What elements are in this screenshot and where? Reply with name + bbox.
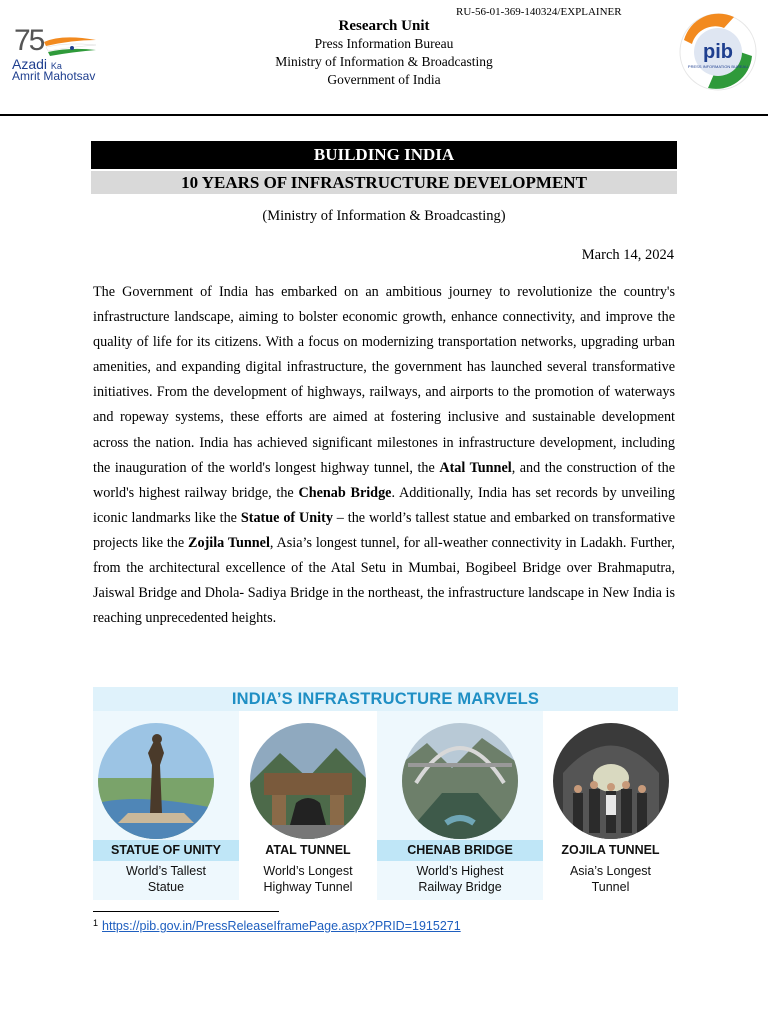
card-desc-statue-of-unity-2: Statue [147,880,185,894]
body-text-3: . Additionally, India has set records by unveiling iconic landmarks like the [93,484,675,526]
research-unit-title: Research Unit [338,18,430,34]
card-desc-atal-tunnel-2: Highway Tunnel [263,880,353,894]
card-label-atal-tunnel: ATAL TUNNEL [239,840,377,861]
azadi-ka-amrit-mahotsav-logo [12,24,122,88]
footnote-link[interactable]: https://pib.gov.in/PressReleaseIframePage.aspx?PRID=1915271 [102,919,461,933]
body-text-2: , and the construction of the world's highest railway bridge, the [93,459,675,501]
card-zojila-tunnel [543,711,678,900]
zojila-tunnel-photo [553,723,669,839]
infographic-title: INDIA’S INFRASTRUCTURE MARVELS [93,687,678,711]
footnote [93,918,461,933]
header-center-block [200,17,568,89]
bold-statue-of-unity: Statue of Unity [240,509,333,526]
card-label-zojila-tunnel: ZOJILA TUNNEL [543,840,678,861]
card-statue-of-unity [93,711,239,900]
infrastructure-marvels-infographic [93,687,678,900]
card-desc-chenab-bridge-1: World’s Highest [416,864,504,878]
card-atal-tunnel [239,711,377,900]
card-chenab-bridge [377,711,543,900]
logo-number: 75 [14,24,44,57]
footnote-mark: 1 [93,918,99,928]
title-infrastructure-development: 10 YEARS OF INFRASTRUCTURE DEVELOPMENT [91,171,677,194]
header-line-3: Government of India [327,72,441,87]
logo-text-ka: Ka [50,61,62,71]
body-text-5: , Asia’s longest tunnel, for all-weather connectivity in Ladakh. Further, from the architectural excellence of the Atal Setu in Mumbai, Bogibeel Bridge over Brahmaputra, Jaiswal Bridge and Dhola- Sadiya Bridge in the northeast, the infrastructure landscape in New India is reaching unprecedented heights. [93,534,675,627]
bold-zojila-tunnel: Zojila Tunnel [188,534,270,551]
card-desc-zojila-tunnel-2: Tunnel [591,880,630,894]
chenab-bridge-photo [402,723,518,839]
card-desc-statue-of-unity-1: World’s Tallest [126,864,206,878]
body-text-4: – the world’s tallest statue and embarked on transformative projects like the [93,509,676,551]
subtitle-ministry: (Ministry of Information & Broadcasting) [262,208,506,224]
card-label-chenab-bridge: CHENAB BRIDGE [377,840,543,861]
pib-logo [678,12,758,92]
header-line-2: Ministry of Information & Broadcasting [275,54,493,69]
pib-logo-caption: PRESS INFORMATION BUREAU [687,64,749,69]
card-label-statue-of-unity: STATUE OF UNITY [93,840,239,861]
statue-of-unity-photo [98,723,214,839]
pib-logo-text: pib [703,41,733,63]
flag-swoosh-icon [42,36,98,56]
header-divider [0,114,768,116]
card-desc-zojila-tunnel-1: Asia’s Longest [569,864,652,878]
card-desc-atal-tunnel-1: World’s Longest [263,864,353,878]
logo-text-amrit-mahotsav: Amrit Mahotsav [12,69,96,83]
footnote-divider [93,911,279,912]
body-text-1: The Government of India has embarked on an ambitious journey to revolutionize the country's infrastructure landscape, aiming to bolster economic growth, enhance connectivity, and improve the quality of life for its citizens. With a focus on modernizing transportation networks, upgrading urban amenities, and expanding digital infrastructure, the government has launched several transformative initiatives. From the development of highways, railways, and airports to the promotion of waterways and ropeway systems, these efforts are aimed at fostering inclusive and sustainable development across the nation. India has achieved significant milestones in infrastructure development, including the inauguration of the world's longest highway tunnel, the [93,284,675,476]
header-line-1: Press Information Bureau [314,36,454,51]
bold-atal-tunnel: Atal Tunnel [439,459,512,476]
atal-tunnel-photo [250,723,366,839]
bold-chenab-bridge: Chenab Bridge [298,484,392,501]
card-desc-chenab-bridge-2: Railway Bridge [418,880,502,894]
title-building-india: BUILDING INDIA [91,141,677,169]
reference-code: RU-56-01-369-140324/EXPLAINER [456,6,622,18]
publication-date: March 14, 2024 [581,247,674,263]
body-paragraph [93,280,675,631]
logo-text-azadi: Azadi [12,56,48,72]
